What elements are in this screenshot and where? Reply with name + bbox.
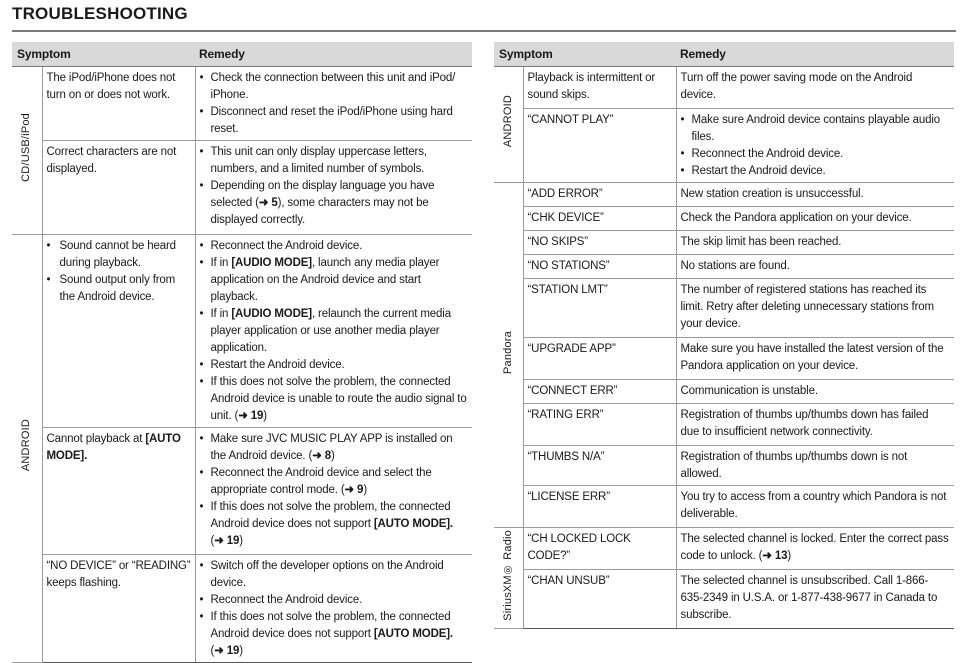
remedy-header: Remedy xyxy=(195,42,472,67)
table-row xyxy=(12,141,472,235)
table-row xyxy=(494,404,954,446)
remedy-item: • Restart the Android device. xyxy=(681,163,951,180)
table-row xyxy=(12,555,472,663)
table-row xyxy=(12,428,472,555)
title-divider xyxy=(12,30,956,32)
table-row xyxy=(494,528,954,570)
category-siriusxm xyxy=(494,528,523,629)
remedy-item: • This unit can only display uppercase letters, numbers, and a limited number of symbols. xyxy=(200,144,469,178)
table-row xyxy=(494,486,954,528)
remedy-item: • Switch off the developer options on the Android device. xyxy=(200,558,469,592)
table-row xyxy=(12,235,472,428)
remedy-cell xyxy=(195,555,472,663)
symptom-cell: “CHAN UNSUB” xyxy=(523,570,676,629)
table-row xyxy=(494,67,954,109)
table-row xyxy=(494,109,954,183)
table-row xyxy=(12,67,472,141)
category-cd-usb-ipod xyxy=(12,67,42,235)
symptom-cell: “NO STATIONS” xyxy=(523,255,676,279)
remedy-cell: Turn off the power saving mode on the Android device. xyxy=(676,67,954,109)
remedy-item: • Disconnect and reset the iPod/iPhone using hard reset. xyxy=(200,104,469,138)
remedy-cell: Communication is unstable. xyxy=(676,380,954,404)
remedy-cell: No stations are found. xyxy=(676,255,954,279)
table-row xyxy=(494,338,954,380)
category-pandora xyxy=(494,183,523,528)
remedy-cell: Registration of thumbs up/thumbs down is not allowed. xyxy=(676,446,954,486)
category-android xyxy=(12,235,42,663)
remedy-item: • Reconnect the Android device and select the appropriate control mode. (➜ 9) xyxy=(200,465,469,499)
symptom-cell: Cannot playback at [AUTO MODE]. xyxy=(42,428,195,555)
remedy-cell xyxy=(195,67,472,141)
remedy-cell: The selected channel is unsubscribed. Call 1-866-635-2349 in U.S.A. or 1-877-438-9677 in Canada to subscribe. xyxy=(676,570,954,629)
symptom-cell: “RATING ERR” xyxy=(523,404,676,446)
remedy-cell: The number of registered stations has reached its limit. Retry after deleting unnecessary stations from your device. xyxy=(676,279,954,338)
left-table-header xyxy=(12,42,472,67)
symptom-cell: “ADD ERROR” xyxy=(523,183,676,207)
symptom-cell: “NO DEVICE” or “READING” keeps flashing. xyxy=(42,555,195,663)
symptom-cell: Correct characters are not displayed. xyxy=(42,141,195,235)
remedy-item: • If in [AUDIO MODE], launch any media player application on the Android device and start playback. xyxy=(200,255,469,306)
category-label: SiriusXM® Radio xyxy=(501,529,514,621)
remedy-cell xyxy=(195,235,472,428)
remedy-item: • If this does not solve the problem, the connected Android device does not support [AUTO MODE]. (➜ 19) xyxy=(200,499,469,550)
remedy-item: • Restart the Android device. xyxy=(200,357,469,374)
category-label: ANDROID xyxy=(501,95,514,148)
table-row xyxy=(494,207,954,231)
remedy-cell: New station creation is unsuccessful. xyxy=(676,183,954,207)
symptom-cell xyxy=(42,235,195,428)
remedy-item: • If this does not solve the problem, the connected Android device is unable to route the audio signal to unit. (➜ 19) xyxy=(200,374,469,425)
remedy-item: • Reconnect the Android device. xyxy=(681,146,951,163)
right-troubleshooting-table xyxy=(494,42,954,629)
remedy-item: • If this does not solve the problem, the connected Android device does not support [AUTO MODE]. (➜ 19) xyxy=(200,609,469,660)
symptom-cell: The iPod/iPhone does not turn on or does not work. xyxy=(42,67,195,141)
symptom-cell: “CHK DEVICE” xyxy=(523,207,676,231)
symptom-header: Symptom xyxy=(12,42,195,67)
right-table-header xyxy=(494,42,954,67)
remedy-cell xyxy=(195,428,472,555)
remedy-item: • If in [AUDIO MODE], relaunch the current media player application or use another media player application. xyxy=(200,306,469,357)
category-label: Pandora xyxy=(501,330,514,374)
table-row xyxy=(494,446,954,486)
table-row xyxy=(494,231,954,255)
symptom-item: • Sound cannot be heard during playback. xyxy=(47,238,191,272)
table-row xyxy=(494,255,954,279)
remedy-item: • Make sure Android device contains playable audio files. xyxy=(681,112,951,146)
table-row xyxy=(494,183,954,207)
remedy-cell xyxy=(195,141,472,235)
symptom-cell: “CONNECT ERR” xyxy=(523,380,676,404)
symptom-cell: “LICENSE ERR” xyxy=(523,486,676,528)
symptom-cell: Playback is intermittent or sound skips. xyxy=(523,67,676,109)
remedy-item: • Depending on the display language you have selected (➜ 5), some characters may not be displayed correctly. xyxy=(200,178,469,229)
symptom-cell: “THUMBS N/A” xyxy=(523,446,676,486)
category-label: ANDROID xyxy=(20,419,33,472)
symptom-cell: “NO SKIPS” xyxy=(523,231,676,255)
remedy-item: • Reconnect the Android device. xyxy=(200,592,469,609)
symptom-item: • Sound output only from the Android device. xyxy=(47,272,191,306)
remedy-cell: You try to access from a country which Pandora is not deliverable. xyxy=(676,486,954,528)
remedy-cell xyxy=(676,109,954,183)
page-title: TROUBLESHOOTING xyxy=(12,4,188,23)
remedy-item: • Check the connection between this unit and iPod/ iPhone. xyxy=(200,70,469,104)
table-row xyxy=(494,380,954,404)
remedy-item: • Make sure JVC MUSIC PLAY APP is installed on the Android device. (➜ 8) xyxy=(200,431,469,465)
remedy-item: • Reconnect the Android device. xyxy=(200,238,469,255)
symptom-header: Symptom xyxy=(494,42,676,67)
category-android xyxy=(494,67,523,183)
remedy-cell: The skip limit has been reached. xyxy=(676,231,954,255)
symptom-cell: “STATION LMT” xyxy=(523,279,676,338)
remedy-cell: Registration of thumbs up/thumbs down has failed due to insufficient network connectivity. xyxy=(676,404,954,446)
symptom-cell: “CH LOCKED LOCK CODE?” xyxy=(523,528,676,570)
remedy-cell: Check the Pandora application on your device. xyxy=(676,207,954,231)
remedy-header: Remedy xyxy=(676,42,954,67)
left-troubleshooting-table xyxy=(12,42,472,663)
table-row xyxy=(494,279,954,338)
remedy-cell: Make sure you have installed the latest version of the Pandora application on your device. xyxy=(676,338,954,380)
remedy-cell: The selected channel is locked. Enter the correct pass code to unlock. (➜ 13) xyxy=(676,528,954,570)
category-label: CD/USB/iPod xyxy=(20,113,33,182)
table-row xyxy=(494,570,954,629)
symptom-cell: “UPGRADE APP” xyxy=(523,338,676,380)
symptom-cell: “CANNOT PLAY” xyxy=(523,109,676,183)
